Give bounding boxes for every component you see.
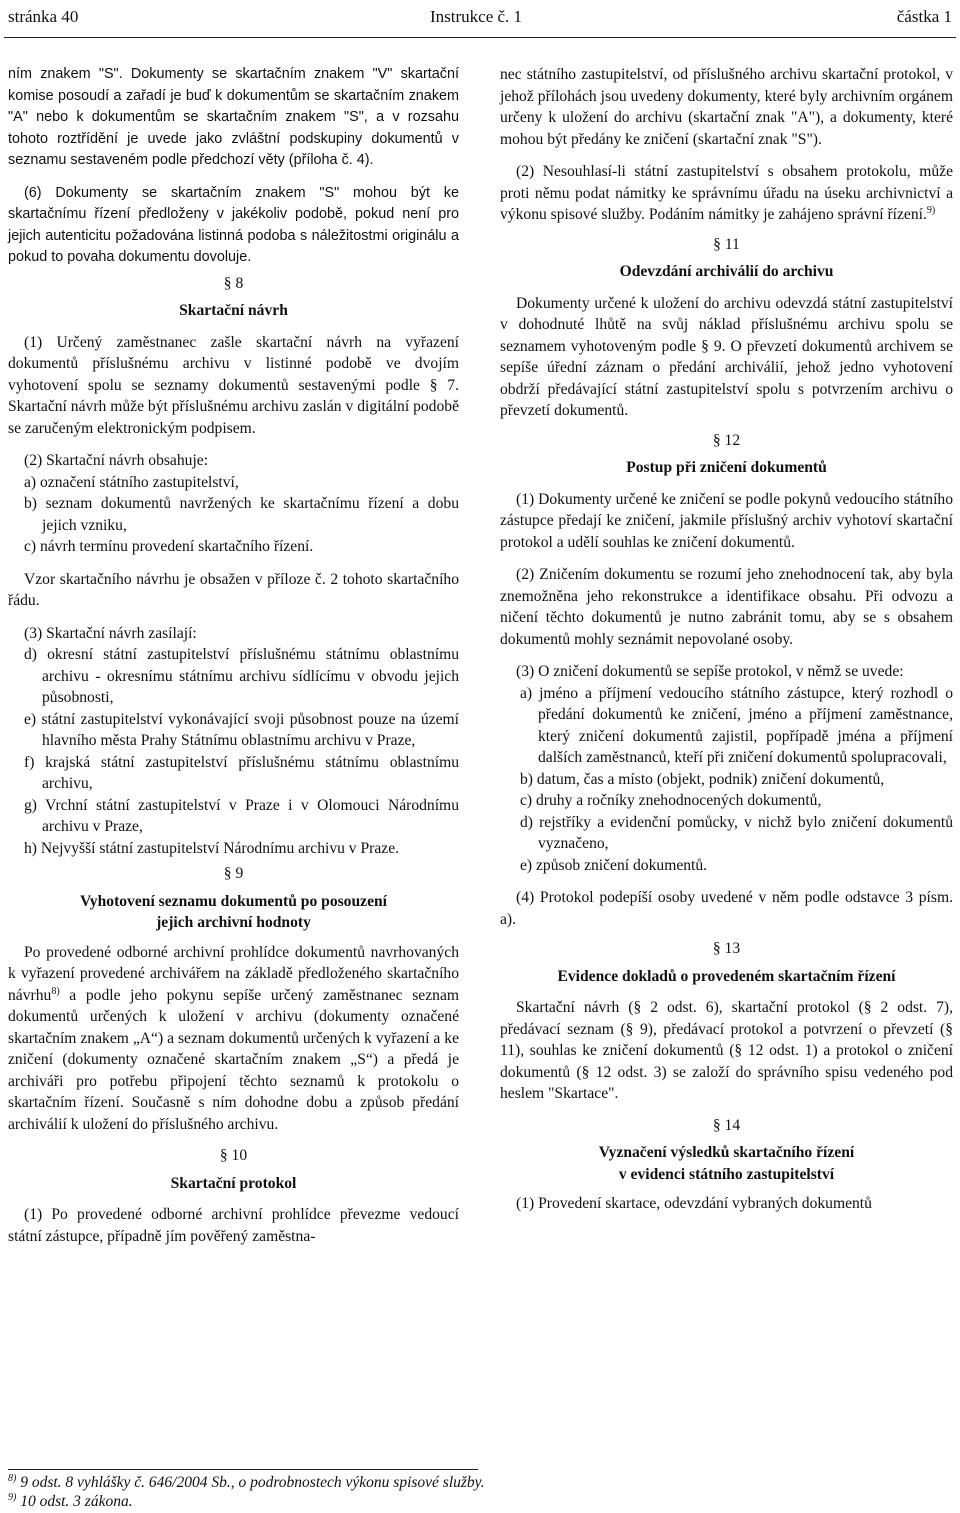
header-page-number: stránka 40 [8, 7, 79, 26]
section-9-text-b: a podle jeho pokynu sepíše určený zaměstnanec seznam dokumentů určených k uložení v archivu (dokumenty označené skartačním znakem „A“) a seznam dokumentů určených k vyřazení a ke zničení (dokumenty označené skartačním znakem „S“) a předá je archiváři pro potřebu připojení těchto seznamů k protokolu o skartačním řízení. Současně s ním dohodne dobu a způsob předání archiválií k uložení do příslušného archivu. [8, 986, 459, 1133]
section-9-title-line-1: Vyhotovení seznamu dokumentů po posouzení [79, 892, 388, 910]
section-8-paragraph-1: (1) Určený zaměstnanec zašle skartační návrh na vyřazení dokumentů příslušnému archivu v listinné podobě ve dvojím vyhotovení spolu se seznamy dokumentů sestavenými podle § 7. Skartační návrh může být příslušnému archivu zaslán v digitální podobě se zaručeným elektronickým podpisem. [8, 333, 459, 437]
section-14-title [500, 1142, 953, 1185]
list-item: h) Nejvyšší státní zastupitelství Národnímu archivu v Praze. [24, 839, 400, 857]
paragraph-continuation: ním znakem "S". Dokumenty se skartačním znakem "V" skartační komise posoudí a zařadí je buď k dokumentům se skartačním znakem "A" nebo k dokumentům se skartačním znakem "S", a v rozsahu tohoto roztřídění je uvede jako zvláštní podskupiny dokumentů v seznamu sestaveném podle předchozí věty (příloha č. 4). [8, 66, 459, 168]
footnote-text: 9 odst. 8 vyhlášky č. 646/2004 Sb., o podrobnostech výkonu spisové služby. [16, 1474, 485, 1491]
section-12-paragraph-3-lead: (3) O zničení dokumentů se sepíše protokol, v němž se uvede: [516, 663, 904, 680]
section-12-paragraph-2: (2) Zničením dokumentu se rozumí jeho znehodnocení tak, aby byla znemožněna jeho rekonstrukce a identifikace obsahu. Při odvozu a ničení těchto dokumentů je nutno zabránit tomu, aby se s obsahem dokumentů mohly seznámit nepovolané osoby. [500, 566, 953, 648]
list-item: d) rejstříky a evidenční pomůcky, v nichž bylo zničení dokumentů vyznačeno, [520, 813, 953, 852]
list-item: c) druhy a ročníky znehodnocených dokumentů, [520, 792, 822, 809]
section-13-number: § 13 [712, 940, 741, 957]
section-13-title: Evidence dokladů o provedeném skartačním řízení [557, 967, 896, 985]
section-8-title: Skartační návrh [179, 302, 288, 319]
header-document-title: Instrukce č. 1 [430, 7, 523, 26]
footnote-text: 10 odst. 3 zákona. [16, 1493, 133, 1510]
footnote-8 [8, 1473, 908, 1492]
footnote-9 [8, 1492, 908, 1511]
footnote-ref-8[interactable]: 8) [51, 985, 60, 997]
section-9-paragraph [8, 942, 459, 1136]
list-item: g) Vrchní státní zastupitelství v Praze i v Olomouci Národnímu archivu v Praze, [24, 796, 459, 835]
list-item: e) způsob zničení dokumentů. [520, 856, 708, 874]
footnote-mark: 8) [8, 1472, 17, 1484]
section-10-number: § 10 [219, 1147, 248, 1164]
section-10-paragraph-1: (1) Po provedené odborné archivní prohlídce převezme vedoucí státní zástupce, případně jím pověřený zaměstna- [8, 1206, 459, 1245]
section-10-paragraph-2-text: (2) Nesouhlasí-li státní zastupitelství s obsahem protokolu, může proti němu podat námitky ke správnímu úřadu na úseku archivnictví a výkonu spisové služby. Podáním námitky je zahájeno správní řízení. [500, 163, 953, 223]
list-item: f) krajská státní zastupitelství příslušnému státnímu oblastnímu archivu, [24, 753, 459, 792]
section-13-paragraph: Skartační návrh (§ 2 odst. 6), skartační protokol (§ 2 odst. 7), předávací seznam (§ 9), předávací protokol a potvrzení o převzetí (§ 11), souhlas ke zničení dokumentů (§ 12 odst. 1) a protokol o zničení dokumentů (§ 12 odst. 3) se založí do správního spisu vedeného pod heslem "Skartace". [500, 999, 953, 1102]
section-10-paragraph-2 [500, 161, 953, 226]
section-11-title: Odevzdání archiválií do archivu [619, 263, 834, 280]
section-8-template-note: Vzor skartačního návrhu je obsažen v příloze č. 2 tohoto skartačního řádu. [8, 570, 459, 609]
section-9-number: § 9 [223, 865, 244, 882]
footnote-rule [8, 1469, 478, 1470]
section-8-paragraph-3-lead: (3) Skartační návrh zasílají: [24, 624, 197, 642]
section-14-paragraph-1: (1) Provedení skartace, odevzdání vybraných dokumentů [516, 1195, 872, 1212]
header-issue: částka 1 [896, 7, 952, 26]
section-10-title: Skartační protokol [170, 1174, 297, 1192]
section-9-text-a: Po provedené odborné archivní prohlídce dokumentů navrhovaných k vyřazení provedené archivářem na základě předloženého skartačního návrhu [8, 943, 459, 1004]
list-item: b) seznam dokumentů navržených ke skartačnímu řízení a dobu jejich vzniku, [24, 495, 459, 534]
list-item: c) návrh termínu provedení skartačního řízení. [24, 538, 314, 555]
list-item: a) označení státního zastupitelství, [24, 473, 239, 491]
footnote-mark: 9) [8, 1491, 17, 1503]
section-11-number: § 11 [713, 235, 740, 253]
section-14-title-line-1: Vyznačení výsledků skartačního řízení [598, 1144, 855, 1161]
list-item: e) státní zastupitelství vykonávající svoji působnost pouze na území hlavního města Prahy Státnímu oblastnímu archivu v Praze, [24, 710, 459, 749]
section-12-title: Postup při zničení dokumentů [626, 459, 827, 476]
section-9-title [8, 891, 459, 934]
header-rule [4, 37, 956, 38]
section-8-number: § 8 [223, 274, 244, 292]
section-9-title-line-2: jejich archivní hodnoty [156, 914, 311, 931]
left-column [8, 64, 459, 1247]
section-12-number: § 12 [712, 431, 741, 449]
paragraph-6: (6) Dokumenty se skartačním znakem "S" mohou být ke skartačnímu řízení předloženy v jakékoliv podobě, pokud není pro jejich autenticitu požadována listinná podoba s náležitostmi originálu a pokud to povaha dokumentu dovoluje. [8, 184, 459, 265]
paragraph-continuation-right: nec státního zastupitelství, od příslušného archivu skartační protokol, v jehož přílohách jsou uvedeny dokumenty, které byly archivním orgánem určeny k uložení do archivu (skartační znak "A"), a dokumenty, které mohou být předány ke zničení (skartační znak "S"). [500, 66, 953, 148]
section-8-paragraph-2-lead: (2) Skartační návrh obsahuje: [24, 452, 209, 469]
footnotes [8, 1473, 908, 1511]
section-12-paragraph-1: (1) Dokumenty určené ke zničení se podle pokynů vedoucího státního zástupce předají ke zničení, jakmile příslušný archiv vyhotoví skartační protokol a udělí souhlas ke zničení dokumentů. [500, 490, 953, 551]
footnote-ref-9[interactable]: 9) [926, 204, 936, 216]
page-header [0, 0, 960, 40]
section-14-title-line-2: v evidenci státního zastupitelství [618, 1165, 835, 1183]
list-item: d) okresní státní zastupitelství příslušnému státnímu oblastnímu archivu - okresnímu státnímu archivu sídlícímu v obvodu jejich působnosti, [24, 646, 459, 706]
list-item: a) jméno a příjmení vedoucího státního zástupce, který rozhodl o předání dokumentů ke zničení, jméno a příjmení zaměstnance, který zničení dokumentů zajistil, popřípadě jména a příjmení dalších zaměstnanců, kteří při zničení dokumentů spolupracovali, [520, 684, 953, 766]
section-11-paragraph: Dokumenty určené k uložení do archivu odevzdá státní zastupitelství v dohodnuté lhůtě na svůj náklad příslušnému archivu spolu se seznamem vyhotoveným podle § 9. O převzetí dokumentů archivem se sepíše úřední záznam o předání archiválií, jehož jedno vyhotovení obdrží předávající státní zastupitelství spolu s potvrzením archivu o převzetí dokumentů. [500, 294, 953, 419]
section-14-number: § 14 [712, 1116, 741, 1134]
list-item: b) datum, čas a místo (objekt, podnik) zničení dokumentů, [520, 770, 885, 788]
section-12-paragraph-4: (4) Protokol podepíší osoby uvedené v něm podle odstavce 3 písm. a). [500, 889, 953, 928]
right-column [500, 64, 953, 1215]
